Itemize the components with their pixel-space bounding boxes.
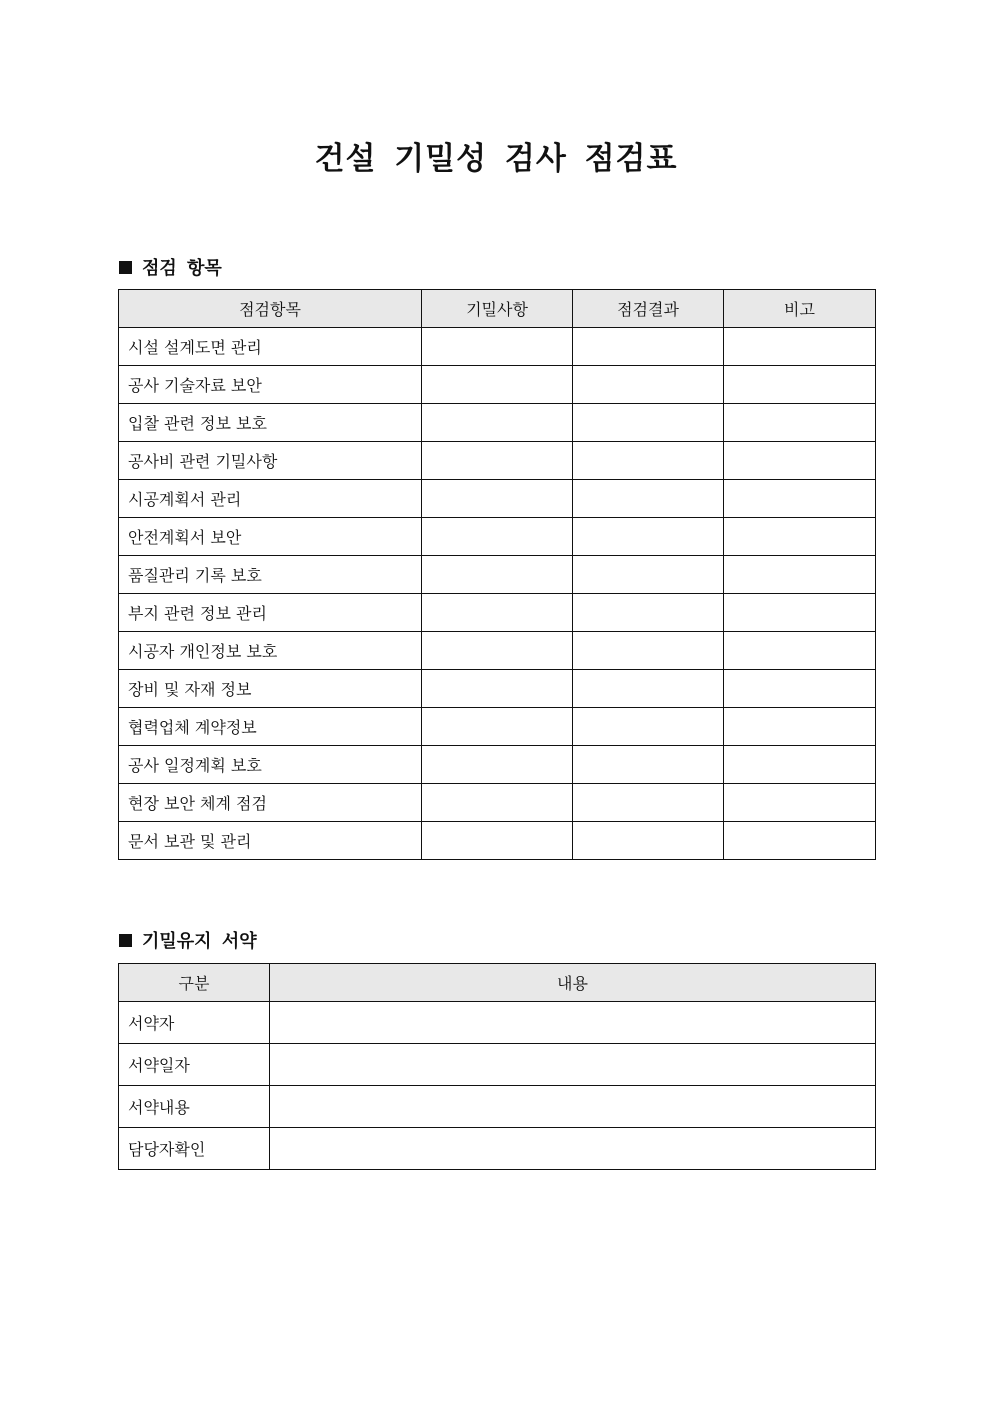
confidential-cell[interactable] bbox=[422, 746, 573, 784]
result-cell[interactable] bbox=[573, 632, 724, 670]
result-cell[interactable] bbox=[573, 442, 724, 480]
note-cell[interactable] bbox=[724, 556, 876, 594]
inspection-item-label: 시공계획서 관리 bbox=[119, 480, 422, 518]
note-cell[interactable] bbox=[724, 670, 876, 708]
inspection-item-label: 공사 기술자료 보안 bbox=[119, 366, 422, 404]
inspection-row bbox=[119, 670, 876, 708]
result-cell[interactable] bbox=[573, 366, 724, 404]
inspection-item-label: 문서 보관 및 관리 bbox=[119, 822, 422, 860]
inspection-table-header bbox=[119, 290, 876, 328]
note-cell[interactable] bbox=[724, 480, 876, 518]
pledge-label: 서약일자 bbox=[119, 1044, 270, 1086]
inspection-item-label: 협력업체 계약정보 bbox=[119, 708, 422, 746]
pledge-row bbox=[119, 1002, 876, 1044]
inspection-row bbox=[119, 822, 876, 860]
note-cell[interactable] bbox=[724, 594, 876, 632]
pledge-value-cell[interactable] bbox=[270, 1002, 876, 1044]
result-cell[interactable] bbox=[573, 670, 724, 708]
inspection-item-label: 시공자 개인정보 보호 bbox=[119, 632, 422, 670]
note-cell[interactable] bbox=[724, 442, 876, 480]
square-bullet-icon bbox=[119, 261, 132, 274]
col-header-category: 구분 bbox=[119, 964, 270, 1002]
inspection-item-label: 입찰 관련 정보 보호 bbox=[119, 404, 422, 442]
inspection-row bbox=[119, 518, 876, 556]
col-header-confidential: 기밀사항 bbox=[422, 290, 573, 328]
pledge-value-cell[interactable] bbox=[270, 1044, 876, 1086]
note-cell[interactable] bbox=[724, 518, 876, 556]
result-cell[interactable] bbox=[573, 594, 724, 632]
note-cell[interactable] bbox=[724, 746, 876, 784]
inspection-row bbox=[119, 556, 876, 594]
pledge-row bbox=[119, 1128, 876, 1170]
result-cell[interactable] bbox=[573, 746, 724, 784]
confidential-cell[interactable] bbox=[422, 366, 573, 404]
confidential-cell[interactable] bbox=[422, 518, 573, 556]
confidential-cell[interactable] bbox=[422, 632, 573, 670]
pledge-heading-text: 기밀유지 서약 bbox=[142, 931, 257, 952]
confidential-cell[interactable] bbox=[422, 594, 573, 632]
result-cell[interactable] bbox=[573, 328, 724, 366]
result-cell[interactable] bbox=[573, 784, 724, 822]
confidential-cell[interactable] bbox=[422, 822, 573, 860]
inspection-row bbox=[119, 746, 876, 784]
inspection-row bbox=[119, 784, 876, 822]
confidential-cell[interactable] bbox=[422, 404, 573, 442]
inspection-section-heading bbox=[119, 254, 222, 280]
col-header-item: 점검항목 bbox=[119, 290, 422, 328]
inspection-item-label: 공사비 관련 기밀사항 bbox=[119, 442, 422, 480]
inspection-row bbox=[119, 328, 876, 366]
note-cell[interactable] bbox=[724, 366, 876, 404]
inspection-row bbox=[119, 404, 876, 442]
inspection-item-label: 장비 및 자재 정보 bbox=[119, 670, 422, 708]
pledge-label: 서약자 bbox=[119, 1002, 270, 1044]
inspection-row bbox=[119, 442, 876, 480]
pledge-label: 서약내용 bbox=[119, 1086, 270, 1128]
pledge-value-cell[interactable] bbox=[270, 1128, 876, 1170]
inspection-item-label: 부지 관련 정보 관리 bbox=[119, 594, 422, 632]
inspection-item-label: 시설 설계도면 관리 bbox=[119, 328, 422, 366]
pledge-table-header bbox=[119, 964, 876, 1002]
document-title: 건설 기밀성 검사 점검표 bbox=[314, 141, 678, 177]
result-cell[interactable] bbox=[573, 480, 724, 518]
col-header-result: 점검결과 bbox=[573, 290, 724, 328]
pledge-table bbox=[118, 963, 876, 1170]
note-cell[interactable] bbox=[724, 822, 876, 860]
inspection-item-label: 안전계획서 보안 bbox=[119, 518, 422, 556]
note-cell[interactable] bbox=[724, 784, 876, 822]
pledge-label: 담당자확인 bbox=[119, 1128, 270, 1170]
result-cell[interactable] bbox=[573, 822, 724, 860]
inspection-row bbox=[119, 366, 876, 404]
result-cell[interactable] bbox=[573, 556, 724, 594]
confidential-cell[interactable] bbox=[422, 480, 573, 518]
confidential-cell[interactable] bbox=[422, 708, 573, 746]
inspection-item-label: 품질관리 기록 보호 bbox=[119, 556, 422, 594]
note-cell[interactable] bbox=[724, 328, 876, 366]
square-bullet-icon bbox=[119, 934, 132, 947]
inspection-row bbox=[119, 632, 876, 670]
confidential-cell[interactable] bbox=[422, 556, 573, 594]
inspection-table bbox=[118, 289, 876, 860]
inspection-row bbox=[119, 594, 876, 632]
result-cell[interactable] bbox=[573, 404, 724, 442]
result-cell[interactable] bbox=[573, 708, 724, 746]
inspection-row bbox=[119, 708, 876, 746]
confidential-cell[interactable] bbox=[422, 442, 573, 480]
note-cell[interactable] bbox=[724, 708, 876, 746]
confidential-cell[interactable] bbox=[422, 784, 573, 822]
inspection-heading-text: 점검 항목 bbox=[142, 258, 222, 279]
inspection-item-label: 현장 보안 체계 점검 bbox=[119, 784, 422, 822]
inspection-row bbox=[119, 480, 876, 518]
pledge-row bbox=[119, 1044, 876, 1086]
pledge-value-cell[interactable] bbox=[270, 1086, 876, 1128]
note-cell[interactable] bbox=[724, 632, 876, 670]
result-cell[interactable] bbox=[573, 518, 724, 556]
inspection-item-label: 공사 일정계획 보호 bbox=[119, 746, 422, 784]
col-header-content: 내용 bbox=[270, 964, 876, 1002]
col-header-note: 비고 bbox=[724, 290, 876, 328]
confidential-cell[interactable] bbox=[422, 328, 573, 366]
confidential-cell[interactable] bbox=[422, 670, 573, 708]
pledge-section-heading bbox=[119, 927, 257, 953]
pledge-row bbox=[119, 1086, 876, 1128]
note-cell[interactable] bbox=[724, 404, 876, 442]
